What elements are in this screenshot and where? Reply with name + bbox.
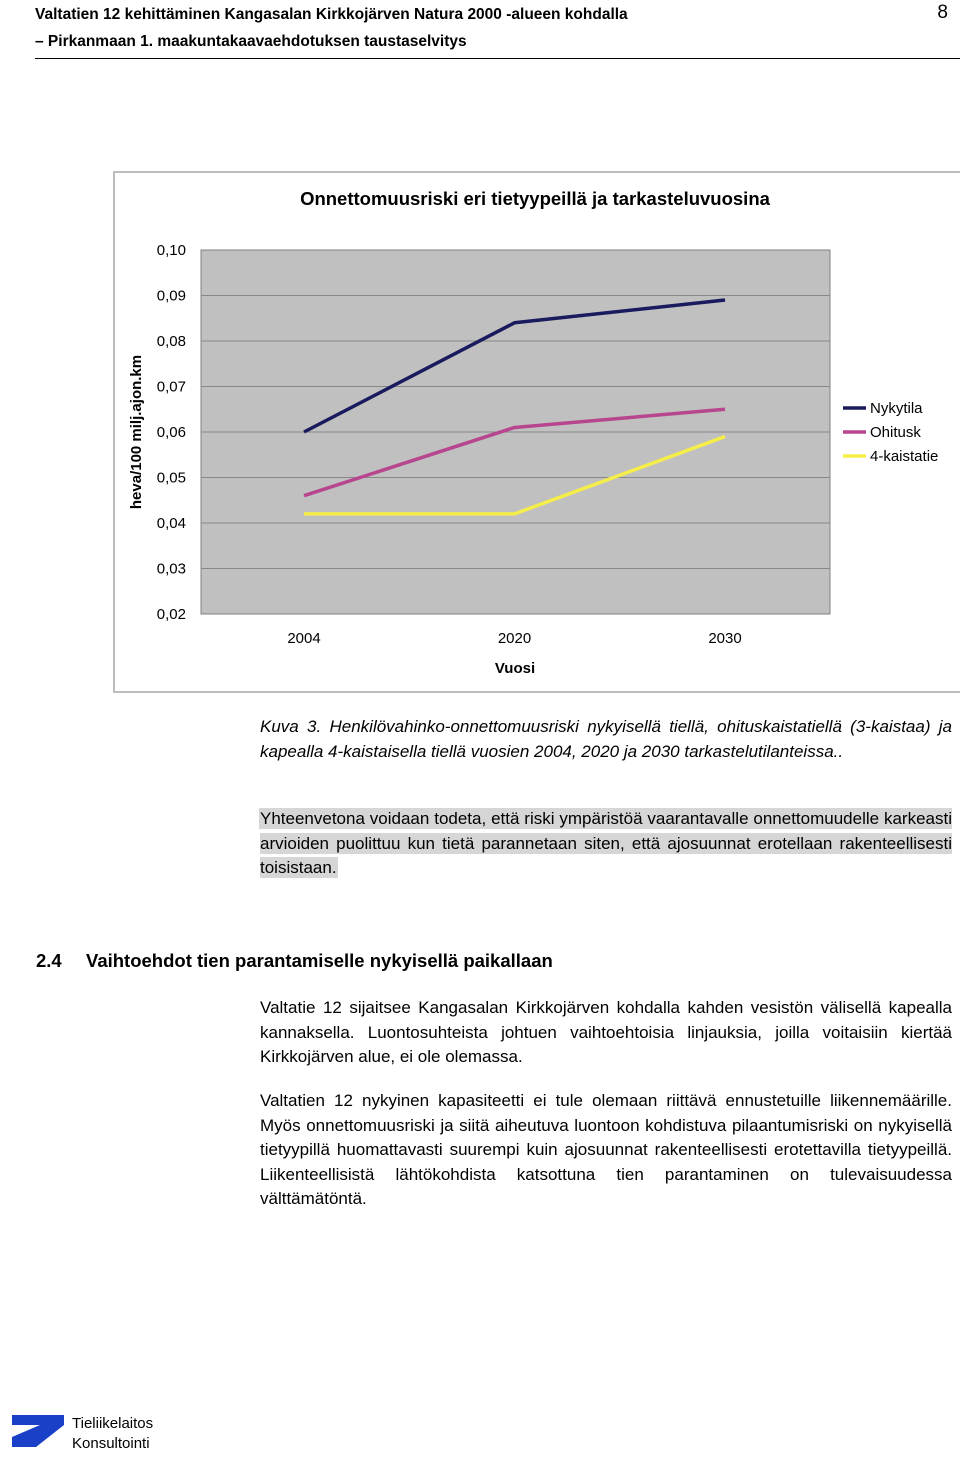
page-number: 8	[937, 2, 948, 23]
x-axis-label: Vuosi	[494, 660, 536, 677]
y-tick-label: 0,07	[156, 378, 186, 396]
y-axis-label: heva/100 milj.ajon.km	[128, 354, 145, 510]
x-axis-ticks	[287, 630, 741, 647]
summary-text: Yhteenvetona voidaan todeta, että riski ympäristöä vaarantavalle onnettomuudelle karkeasti arvioiden puolittuu kun tietä parannetaan siten, että ajosuunnat erotellaan rakenteellisesti toisistaan.	[260, 809, 952, 877]
header-title: Valtatien 12 kehittäminen Kangasalan Kirkkojärven Natura 2000 -alueen kohdalla	[35, 6, 628, 23]
x-tick-label: 2020	[497, 630, 532, 647]
section-heading	[36, 950, 553, 972]
footer-organization	[72, 1414, 153, 1454]
y-axis-ticks	[157, 242, 186, 623]
section-number: 2.4	[36, 950, 62, 971]
chart-title: Onnettomuusriski eri tietyypeillä ja tarkasteluvuosina	[300, 188, 770, 209]
tieliikelaitos-logo-icon	[10, 1413, 66, 1449]
legend-label: Nykytila	[870, 400, 923, 417]
y-tick-label: 0,02	[156, 606, 186, 623]
body-paragraph-1: Valtatie 12 sijaitsee Kangasalan Kirkkojärven kohdalla kahden vesistön välisellä kapealla kannaksella. Luontosuhteista johtuen vaihtoehtoisia linjauksia, joilla voitaisiin kiertää Kirkkojärven alue, ei ole olemassa.	[260, 998, 952, 1066]
x-tick-label: 2004	[287, 630, 321, 647]
legend-label: Ohitusk	[870, 424, 921, 441]
y-tick-label: 0,03	[156, 560, 186, 578]
y-tick-label: 0,04	[156, 515, 186, 532]
chart-legend	[838, 393, 956, 471]
legend-label: 4-kaistatie	[870, 448, 939, 465]
y-tick-label: 0,09	[156, 287, 186, 305]
line-chart	[0, 0, 960, 700]
section-title: Vaihtoehdot tien parantamiselle nykyisellä paikallaan	[86, 950, 553, 971]
y-tick-label: 0,05	[156, 469, 186, 487]
summary-paragraph	[260, 807, 952, 881]
figure-caption: Kuva 3. Henkilövahinko-onnettomuusriski nykyisellä tiellä, ohituskaistatiellä (3-kaistaa) ja kapealla 4-kaistaisella tiellä vuosien 2004, 2020 ja 2030 tarkastelutilanteissa..	[260, 717, 952, 761]
y-tick-label: 0,10	[156, 242, 186, 259]
footer-org-line1: Tieliikelaitos	[72, 1415, 154, 1432]
footer-org-line2: Konsultointi	[72, 1435, 150, 1452]
x-tick-label: 2030	[708, 630, 742, 647]
y-tick-label: 0,08	[156, 333, 186, 350]
y-tick-label: 0,06	[156, 424, 186, 441]
body-paragraph-2: Valtatien 12 nykyinen kapasiteetti ei tule olemaan riittävä ennustetuille liikennemäärille. Myös onnettomuusriski ja siitä aiheutuva luontoon kohdistuva pilaantumisriski on nykyisellä tietyypillä huomattavasti suurempi kuin ajosuunnat rakenteellisesti erotettavilla tietyypeillä. Liikenteellisistä lähtökohdista katsottuna tien parantaminen on tulevaisuudessa välttämätöntä.	[260, 1091, 952, 1208]
header-subtitle: – Pirkanmaan 1. maakuntakaavaehdotuksen taustaselvitys	[35, 33, 467, 50]
